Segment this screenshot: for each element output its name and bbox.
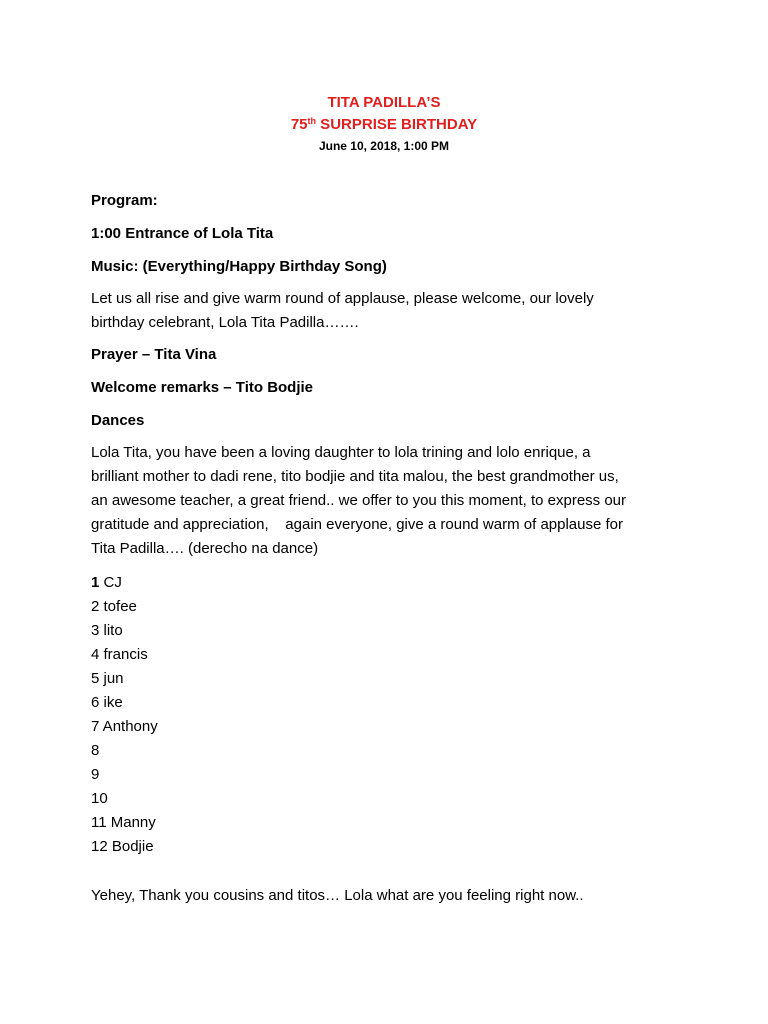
music-line: Music: (Everything/Happy Birthday Song) bbox=[91, 258, 387, 275]
tribute-paragraph-line: an awesome teacher, a great friend.. we offer to you this moment, to express our bbox=[91, 492, 627, 509]
list-item-name: Bodjie bbox=[107, 838, 154, 855]
tribute-paragraph-line: gratitude and appreciation, again everyone, give a round warm of applause for bbox=[91, 516, 624, 533]
tribute-paragraph-line: brilliant mother to dadi rene, tito bodjie and tita malou, the best grandmother us, bbox=[91, 468, 619, 485]
list-item bbox=[91, 835, 691, 859]
prayer-line: Prayer – Tita Vina bbox=[91, 346, 217, 363]
remarks-line: Welcome remarks – Tito Bodjie bbox=[91, 379, 314, 396]
list-item-name: Anthony bbox=[99, 718, 158, 735]
list-item bbox=[91, 787, 691, 811]
title-line-1: TITA PADILLA’S bbox=[327, 94, 441, 111]
list-item-number: 12 bbox=[91, 838, 108, 855]
welcome-paragraph-line: birthday celebrant, Lola Tita Padilla……. bbox=[91, 314, 359, 331]
event-date: June 10, 2018, 1:00 PM bbox=[318, 139, 450, 153]
list-item-name: francis bbox=[99, 646, 148, 663]
title-ordinal-suffix: th bbox=[307, 116, 317, 126]
title-line-2 bbox=[0, 114, 768, 136]
tribute-paragraph-line: Lola Tita, you have been a loving daughter to lola trining and lolo enrique, a bbox=[91, 444, 591, 461]
list-item-number: 7 bbox=[91, 718, 100, 735]
list-item-name: ike bbox=[99, 694, 123, 711]
list-item-name: lito bbox=[99, 622, 123, 639]
dancer-list bbox=[91, 571, 691, 859]
list-item bbox=[91, 619, 691, 643]
list-item-name: Manny bbox=[106, 814, 156, 831]
list-item bbox=[91, 739, 691, 763]
list-item bbox=[91, 667, 691, 691]
list-item-number: 10 bbox=[91, 790, 108, 807]
entrance-line: 1:00 Entrance of Lola Tita bbox=[91, 225, 274, 242]
list-item-number: 6 bbox=[91, 694, 100, 711]
list-item-number: 8 bbox=[91, 742, 100, 759]
program-heading: Program: bbox=[91, 192, 158, 209]
list-item-number: 9 bbox=[91, 766, 100, 783]
list-item-number: 11 bbox=[91, 814, 107, 831]
tribute-paragraph bbox=[91, 441, 691, 561]
list-item bbox=[91, 763, 691, 787]
list-item bbox=[91, 811, 691, 835]
list-item bbox=[91, 691, 691, 715]
list-item bbox=[91, 643, 691, 667]
closing-line: Yehey, Thank you cousins and titos… Lola what are you feeling right now.. bbox=[91, 887, 584, 904]
list-item-number: 2 bbox=[91, 598, 100, 615]
tribute-paragraph-line: Tita Padilla…. (derecho na dance) bbox=[91, 540, 319, 557]
list-item-number: 3 bbox=[91, 622, 100, 639]
welcome-paragraph-line: Let us all rise and give warm round of applause, please welcome, our lovely bbox=[91, 290, 594, 307]
list-item-name: jun bbox=[99, 670, 124, 687]
list-item bbox=[91, 715, 691, 739]
title-block bbox=[0, 92, 768, 155]
program-content bbox=[91, 190, 691, 907]
dances-heading: Dances bbox=[91, 412, 145, 429]
welcome-paragraph bbox=[91, 287, 691, 335]
title-line-2-text: SURPRISE BIRTHDAY bbox=[316, 116, 478, 133]
list-item-number: 1 bbox=[91, 574, 100, 591]
list-item-name: CJ bbox=[99, 574, 122, 591]
title-ordinal-number: 75 bbox=[290, 116, 308, 133]
list-item bbox=[91, 595, 691, 619]
list-item-number: 5 bbox=[91, 670, 100, 687]
list-item-name: tofee bbox=[99, 598, 137, 615]
list-item-number: 4 bbox=[91, 646, 100, 663]
list-item bbox=[91, 571, 691, 595]
